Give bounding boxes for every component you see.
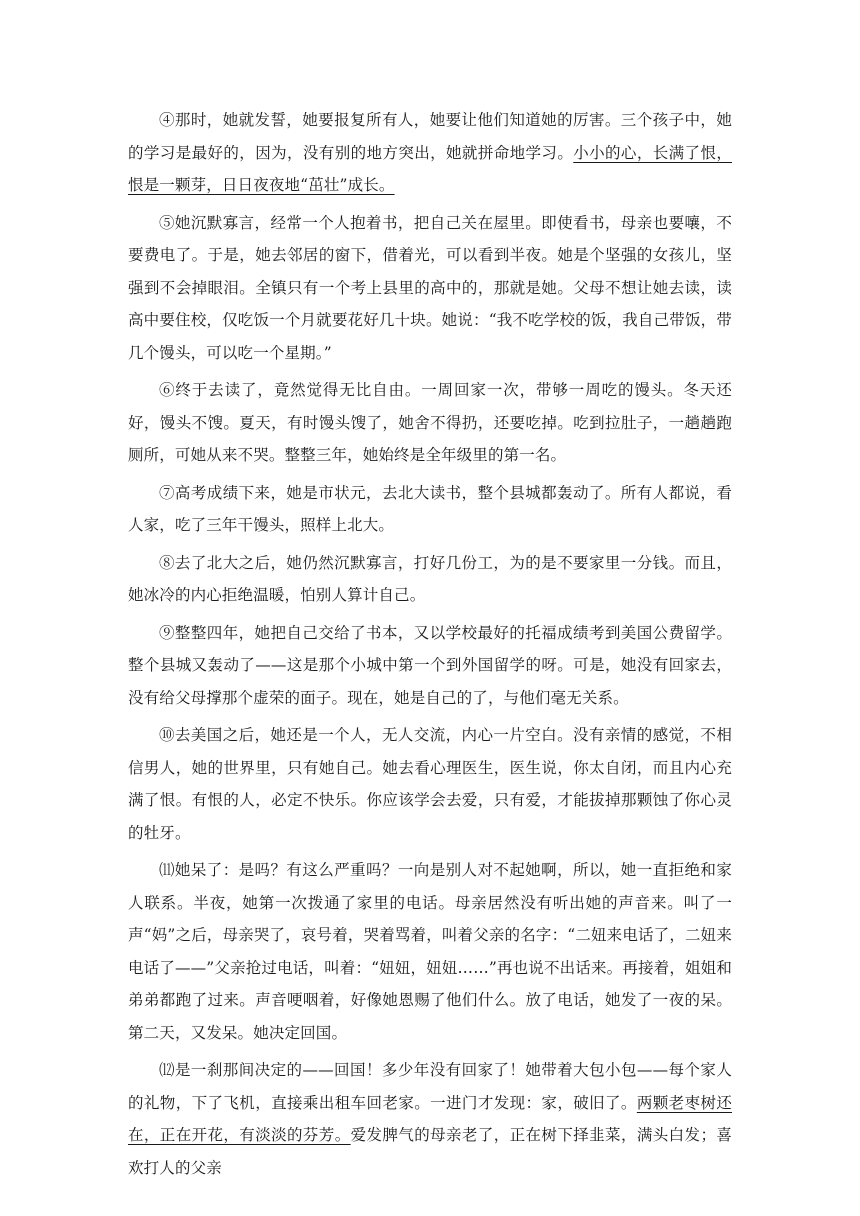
paragraph-text: ⑩去美国之后，她还是一个人，无人交流，内心一片空白。没有亲情的感觉，不相信男人，她的世界里，只有她自己。她去看心理医生，医生说，你太自闭，而且内心充满了恨。有恨的人，必定不快乐。你应该学会去爱，只有爱，才能拔掉那颗蚀了你心灵的牡牙。: [128, 726, 732, 842]
paragraph: [128, 547, 732, 612]
paragraph-text: ④那时，她就发誓，她要报复所有人，她要让他们知道她的厉害。三个孩子中，她的学习是最好的，因为，没有别的地方突出，她就拼命地学习。: [128, 111, 732, 162]
underlined-sentence: 小小的心，长满了恨，恨是一颗芽，日日夜夜地“茁壮”成长。: [128, 143, 732, 194]
paragraph: [128, 719, 732, 849]
article-body: [128, 104, 732, 1184]
paragraph-text: ⑥终于去读了，竟然觉得无比自由。一周回家一次，带够一周吃的馒头。冬天还好，馒头不馊。夏天，有时馒头馊了，她舍不得扔，还要吃掉。吃到拉肚子，一趟趟跑厕所，可她从来不哭。整整三年，她始终是全年级里的第一名。: [128, 381, 732, 464]
paragraph-text: ⑧去了北大之后，她仍然沉默寡言，打好几份工，为的是不要家里一分钱。而且，她冰冷的内心拒绝温暖，怕别人算计自己。: [128, 553, 732, 604]
paragraph-text: 爱发脾气的母亲老了，正在树下择韭菜，满头白发；喜欢打人的父亲: [128, 1126, 732, 1177]
paragraph: [128, 477, 732, 542]
paragraph: [128, 374, 732, 472]
paragraph-text: ⑾她呆了：是吗？有这么严重吗？一向是别人对不起她啊，所以，她一直拒绝和家人联系。半夜，她第一次拨通了家里的电话。母亲居然没有听出她的声音来。叫了一声“妈”之后，母亲哭了，哀号着，哭着骂着，叫着父亲的名字：“二妞来电话了，二妞来电话了——”父亲抢过电话，叫着：“妞妞，妞妞……”再也说不出话来。再接着，姐姐和弟弟都跑了过来。声音哽咽着，好像她恩赐了他们什么。放了电话，她发了一夜的呆。第二天，又发呆。她决定回国。: [128, 861, 732, 1042]
paragraph: [128, 1054, 732, 1184]
paragraph: [128, 207, 732, 370]
paragraph: [128, 104, 732, 202]
paragraph: [128, 617, 732, 715]
paragraph-text: ⑿是一刹那间决定的——回国！多少年没有回家了！她带着大包小包——每个家人的礼物，下了飞机，直接乘出租车回老家。一进门才发现：家，破旧了。: [128, 1061, 732, 1112]
underlined-sentence: 两颗老枣树还在，正在开花，有淡淡的芬芳。: [128, 1093, 732, 1144]
paragraph-text: ⑤她沉默寡言，经常一个人抱着书，把自己关在屋里。即使看书，母亲也要嚷，不要费电了。于是，她去邻居的窗下，借着光，可以看到半夜。她是个坚强的女孩儿，坚强到不会掉眼泪。全镇只有一个考上县里的高中的，那就是她。父母不想让她去读，读高中要住校，仅吃饭一个月就要花好几十块。她说：“我不吃学校的饭，我自己带饭，带几个馒头，可以吃一个星期。”: [128, 213, 732, 362]
paragraph-text: ⑦高考成绩下来，她是市状元，去北大读书，整个县城都轰动了。所有人都说，看人家，吃了三年干馒头，照样上北大。: [128, 483, 732, 534]
paragraph-text: ⑨整整四年，她把自己交给了书本，又以学校最好的托福成绩考到美国公费留学。整个县城又轰动了——这是那个小城中第一个到外国留学的呀。可是，她没有回家去，没有给父母撑那个虚荣的面子。现在，她是自己的了，与他们毫无关系。: [128, 623, 732, 707]
paragraph: [128, 854, 732, 1049]
